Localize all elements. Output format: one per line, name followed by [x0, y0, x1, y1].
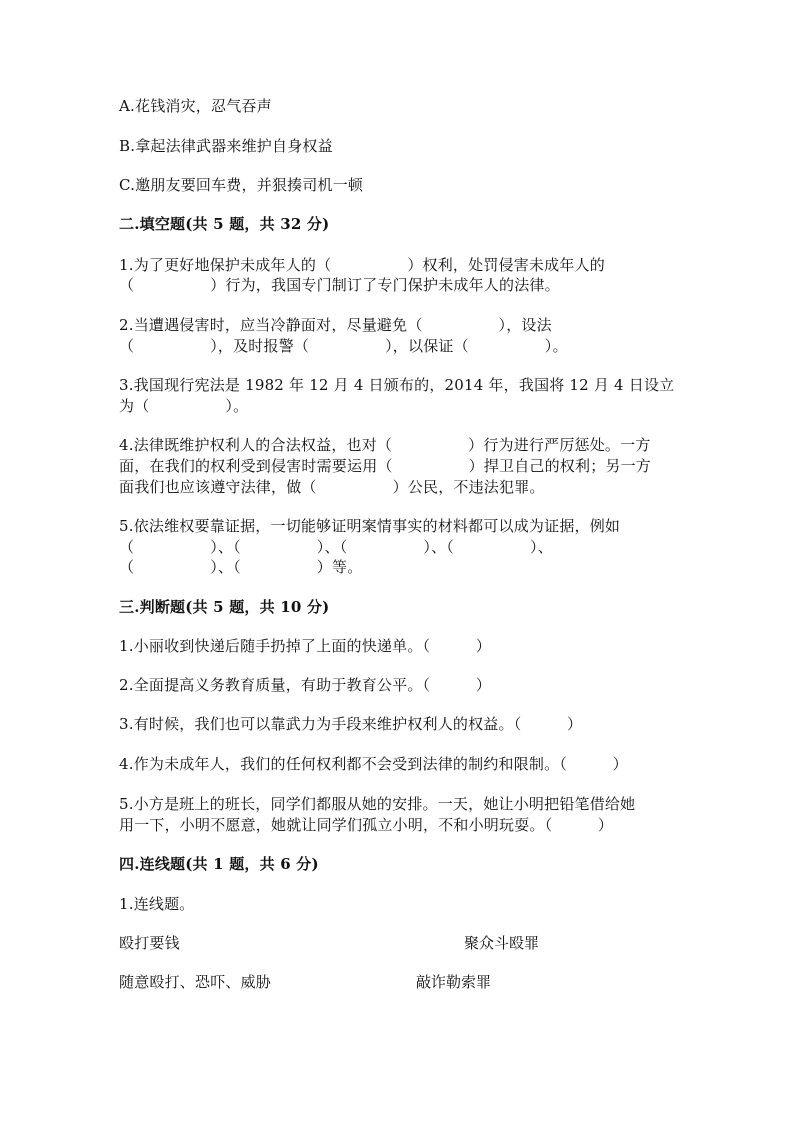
matching-right-item-2: 敲诈勒索罪	[416, 973, 492, 991]
judge-q5-line2: 用一下，小明不愿意，她就让同学们孤立小明，不和小明玩耍。（ ）	[119, 816, 614, 834]
judge-q4: 4.作为未成年人，我们的任何权利都不会受到法律的制约和限制。（ ）	[119, 755, 628, 773]
fill-q1-line2: （ ）行为，我国专门制订了专门保护未成年人的法律。	[119, 276, 560, 294]
judge-q5-line1: 5.小方是班上的班长，同学们都服从她的安排。一天，她让小明把铅笔借给她	[119, 795, 636, 813]
section-heading-judgement: 三.判断题(共 5 题，共 10 分)	[119, 598, 330, 616]
section-heading-matching: 四.连线题(共 1 题，共 6 分)	[119, 855, 319, 873]
fill-q3-line2: 为（ ）。	[119, 397, 249, 415]
fill-q4-line1: 4.法律既维护权利人的合法权益，也对（ ）行为进行严厉惩处。一方	[119, 436, 651, 454]
matching-right-item-1: 聚众斗殴罪	[464, 934, 540, 952]
matching-left-item-2: 随意殴打、恐吓、威胁	[119, 973, 272, 991]
fill-q4-line2: 面，在我们的权利受到侵害时需要运用（ ）捍卫自己的权利；另一方	[119, 457, 652, 475]
fill-q3-line1: 3.我国现行宪法是 1982 年 12 月 4 日颁布的，2014 年，我国将 12 月 4 日设立	[119, 376, 675, 394]
judge-q1: 1.小丽收到快递后随手扔掉了上面的快递单。（ ）	[119, 637, 492, 655]
fill-q1-line1: 1.为了更好地保护未成年人的（ ）权利，处罚侵害未成年人的	[119, 256, 605, 274]
fill-q4-line3: 面我们也应该遵守法律，做（ ）公民，不违法犯罪。	[119, 478, 545, 496]
fill-q2-line2: （ ），及时报警（ ），以保证（ ）。	[119, 337, 568, 355]
fill-q5-line2: （ ）、（ ）、（ ）、（ ）、	[119, 538, 553, 556]
judge-q3: 3.有时候，我们也可以靠武力为手段来维护权利人的权益。（ ）	[119, 715, 583, 733]
fill-q5-line3: （ ）、（ ）等。	[119, 558, 363, 576]
matching-q1: 1.连线题。	[119, 895, 195, 913]
fill-q2-line1: 2.当遭遇侵害时，应当冷静面对，尽量避免（ ），设法	[119, 316, 552, 334]
fill-q5-line1: 5.依法维权要靠证据，一切能够证明案情事实的材料都可以成为证据，例如	[119, 517, 621, 535]
option-b: B.拿起法律武器来维护自身权益	[119, 137, 333, 155]
section-heading-fill-in: 二.填空题(共 5 题，共 32 分)	[119, 215, 330, 233]
matching-left-item-1: 殴打要钱	[119, 934, 180, 952]
option-c: C.邀朋友要回车费，并狠揍司机一顿	[119, 176, 364, 194]
judge-q2: 2.全面提高义务教育质量，有助于教育公平。（ ）	[119, 676, 492, 694]
option-a: A.花钱消灾，忍气吞声	[119, 97, 272, 115]
